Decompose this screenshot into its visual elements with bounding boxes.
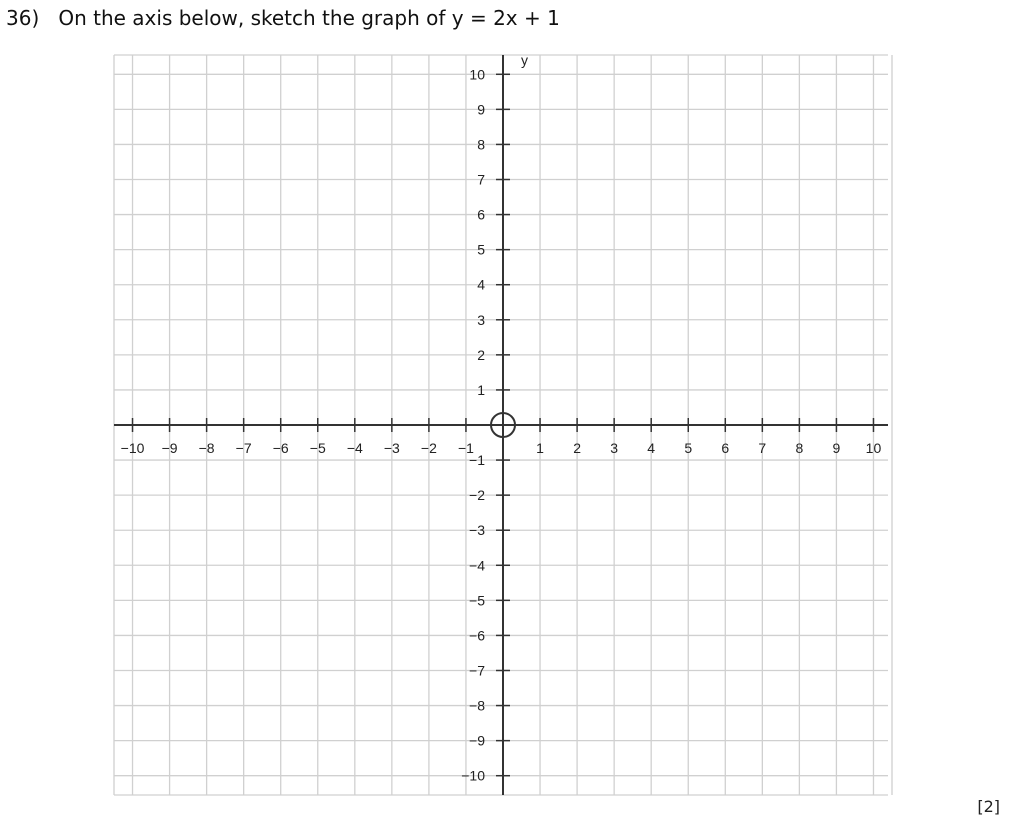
y-tick-label: −1 [469, 452, 485, 469]
y-tick-label: 9 [477, 101, 485, 118]
y-axis-label: y [521, 52, 528, 68]
marks-label: [2] [977, 797, 1000, 816]
x-tick-label: 4 [647, 440, 656, 456]
y-tick-label: 3 [477, 311, 485, 328]
y-tick-label: −10 [461, 767, 485, 784]
x-tick-label: −7 [235, 440, 252, 456]
x-tick-label: −10 [120, 440, 145, 456]
x-tick-label: −3 [383, 440, 400, 456]
x-tick-label: −1 [457, 440, 474, 456]
axes [114, 55, 888, 795]
x-tick-label: 2 [573, 440, 581, 456]
x-tick-label: 5 [684, 440, 693, 456]
y-tick-label: 4 [477, 276, 485, 293]
x-tick-label: 10 [865, 440, 882, 456]
x-tick-label: −2 [420, 440, 437, 456]
y-tick-label: −5 [469, 592, 485, 609]
y-tick-label: 10 [469, 66, 485, 83]
x-tick-label: 7 [758, 440, 767, 456]
y-tick-label: 5 [477, 241, 485, 258]
y-tick-label: 7 [477, 171, 485, 188]
y-tick-label: −2 [469, 487, 485, 504]
y-tick-label: −6 [469, 627, 485, 644]
x-tick-label: 9 [832, 440, 841, 456]
x-tick-label: −4 [346, 440, 363, 456]
y-tick-label: −4 [469, 557, 485, 574]
y-tick-label: −3 [469, 522, 485, 539]
x-tick-label: 1 [536, 440, 544, 456]
y-tick-label: 6 [477, 206, 485, 223]
x-tick-label: 6 [721, 440, 730, 456]
y-tick-label: 1 [477, 381, 485, 398]
x-tick-label: 3 [610, 440, 619, 456]
y-tick-label: 2 [477, 346, 485, 363]
y-tick-label: −7 [469, 662, 485, 679]
y-tick-label: 8 [477, 136, 485, 153]
question-prompt: On the axis below, sketch the graph of y = 2x + 1 [58, 6, 560, 30]
x-tick-label: 8 [795, 440, 804, 456]
question-number: 36) [6, 6, 40, 30]
x-tick-label: −6 [272, 440, 289, 456]
x-tick-label: −5 [309, 440, 326, 456]
y-tick-label: −9 [469, 732, 485, 749]
y-tick-label: −8 [469, 697, 485, 714]
x-tick-label: −8 [198, 440, 215, 456]
x-tick-label: −9 [161, 440, 178, 456]
